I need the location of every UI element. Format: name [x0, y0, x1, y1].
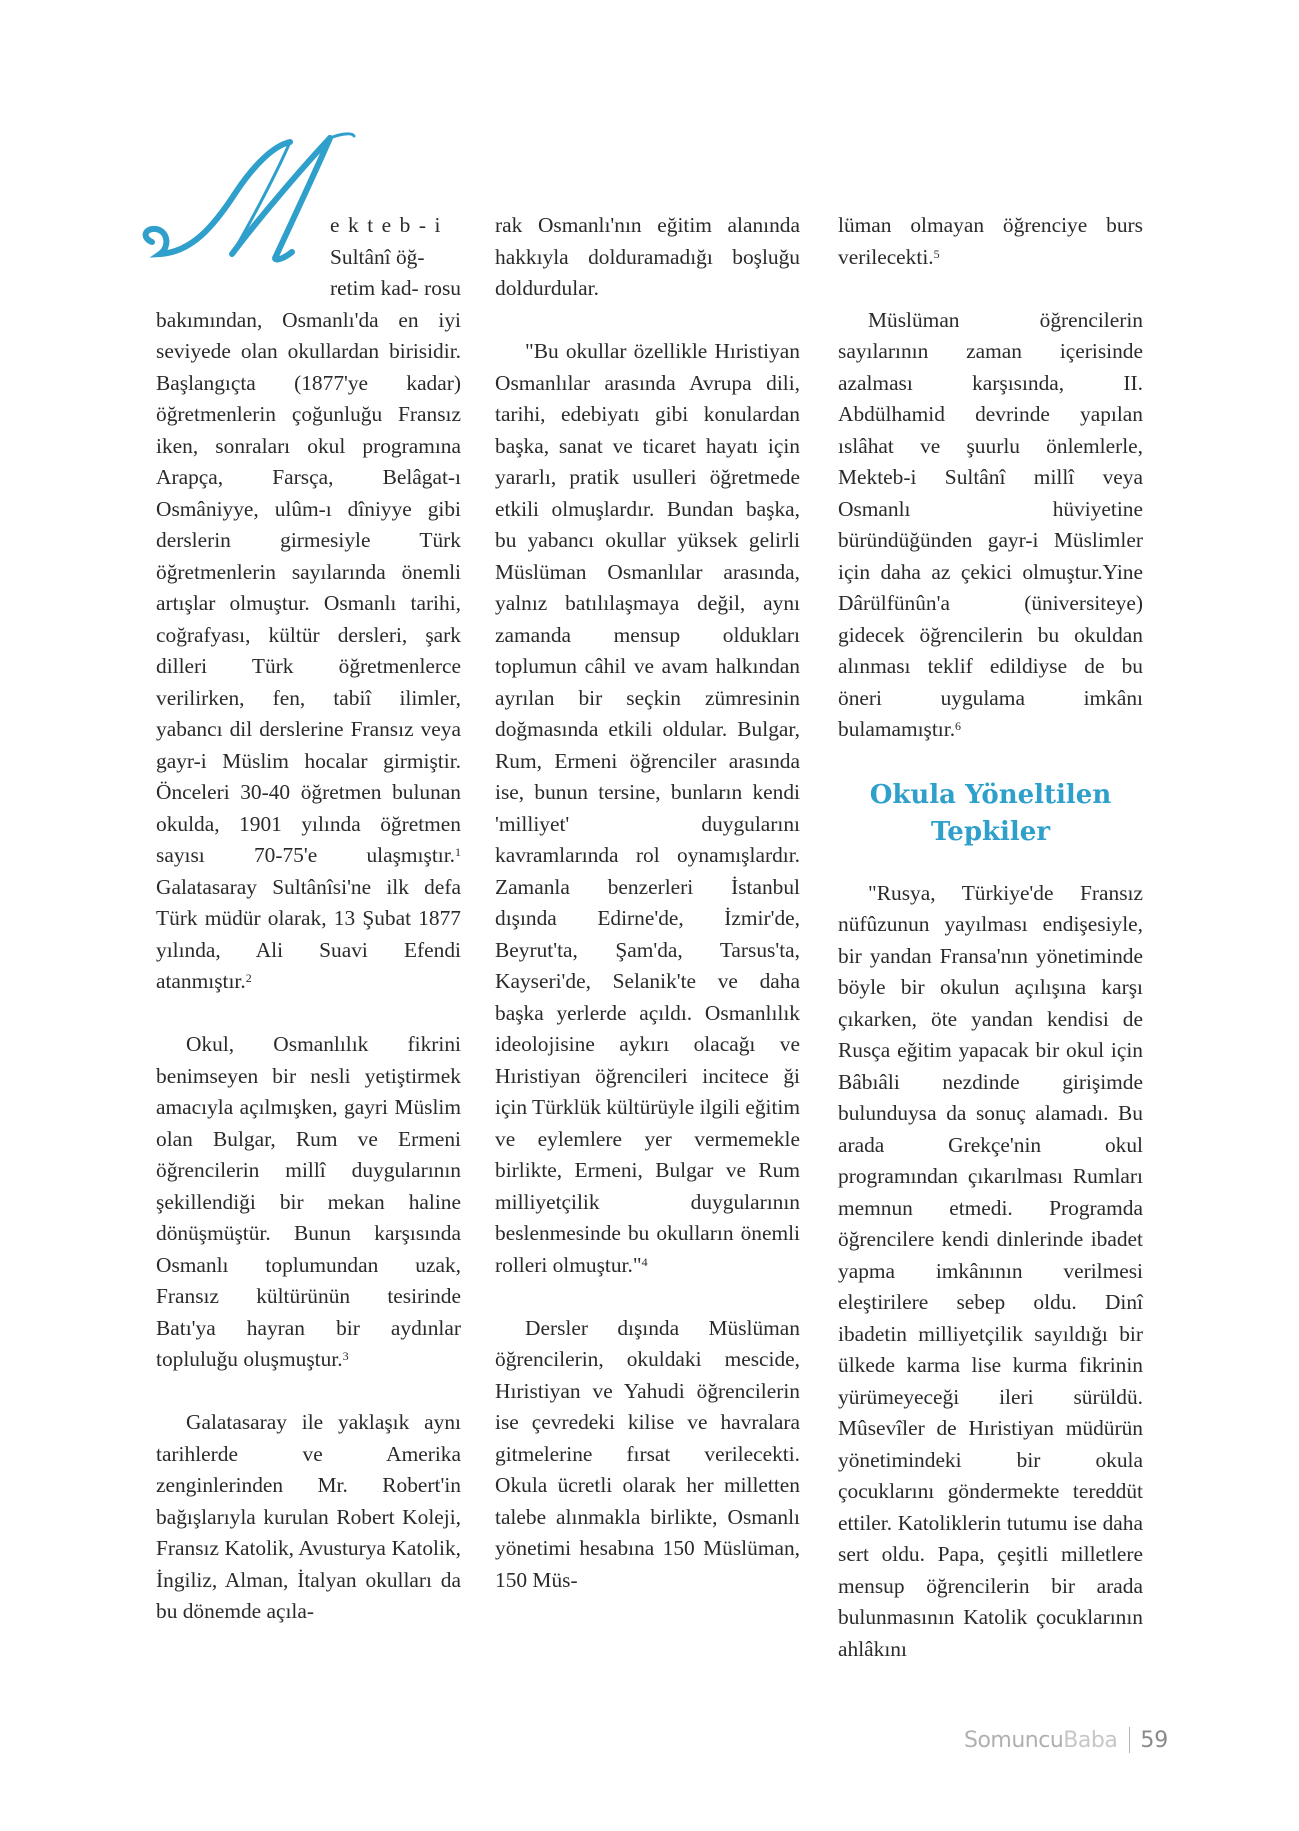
- footnote-ref-6: 6: [955, 719, 962, 733]
- col1-paragraph-1-tail: Galatasaray Sultânîsi'ne ilk defa Türk müdür olarak, 13 Şubat 1877 yılında, Ali Suavi Efendi atanmıştır.: [156, 874, 461, 993]
- footnote-ref-3: 3: [342, 1349, 349, 1363]
- col1-paragraph-3: Galatasaray ile yaklaşık aynı tarihlerde ve Amerika zenginlerinden Mr. Robert'in bağışlarıyla kurulan Robert Koleji, Fransız Katolik, Avusturya Katolik, İngiliz, Alman, İtalyan okulları da bu dönemde açıla-: [156, 1410, 461, 1623]
- section-heading: [838, 777, 1143, 851]
- col1-line-2: Sultânî öğ-: [330, 244, 425, 269]
- footnote-ref-2: 2: [245, 971, 252, 985]
- col1-line-1: ekteb-i: [330, 213, 449, 237]
- column-3: [838, 210, 1143, 1665]
- col3-paragraph-1: lüman olmayan öğrenciye burs verilecekti.: [838, 213, 1143, 269]
- magazine-logo: [964, 1728, 1117, 1753]
- footer-divider: [1129, 1727, 1130, 1753]
- footnote-ref-5: 5: [933, 246, 940, 261]
- col2-paragraph-3: Dersler dışında Müslüman öğrencilerin, okuldaki mescide, Hıristiyan ve Yahudi öğrencilerin ise çevredeki kilise ve havralara gitmelerine fırsat verilecekti. Okula ücretli olarak her milletten talebe alınmakla birlikte, Osmanlı yönetimi hesabına 150 Müslüman, 150 Müs-: [495, 1315, 800, 1592]
- col2-paragraph-1: rak Osmanlı'nın eğitim alanında hakkıyla dolduramadığı boşluğu doldurdular.: [495, 213, 800, 300]
- column-1: [156, 210, 461, 1628]
- col1-paragraph-1: rosu bakımından, Osmanlı'da en iyi seviyede olan okullardan birisidir. Başlangıçta (1877'ye kadar) öğretmenlerin çoğunluğu Fransız iken, sonraları okul programına Arapça, Farsça, Belâgat-ı Osmâniyye, ulûm-ı dîniyye gibi derslerin girmesiyle Türk öğretmenlerin sayılarında önemli artışlar olmuştur. Osmanlı tarihi, coğrafyası, kültür dersleri, şark dilleri Türk öğretmenlerce verilirken, fen, tabiî ilimler, yabancı dil derslerine Fransız veya gayr-i Müslim hocalar girmiştir. Önceleri 30-40 öğretmen bulunan okulda, 1901 yılında öğretmen sayısı 70-75'e ulaşmıştır.: [156, 276, 461, 867]
- logo-part-1: Somuncu: [964, 1727, 1064, 1753]
- footnote-ref-4: 4: [641, 1254, 648, 1269]
- column-2: [495, 210, 800, 1596]
- col3-paragraph-3: "Rusya, Türkiye'de Fransız nüfûzunun yayılması endişesiyle, bir yandan Fransa'nın yönetiminde böyle bir okulun açılışına karşı çıkarken, öte yandan kendisi de Rusça eğitim yapacak bir okul için Bâbıâli nezdinde girişimde bulunduysa da sonuç alamadı. Bu arada Grekçe'nin okul programından çıkarılması Rumları memnun etmedi. Programda öğrencilere kendi dinlerinde ibadet yapma imkânının verilmesi eleştirilere sebep oldu. Dinî ibadetin milliyetçilik sayıldığı bir ülkede karma lise kurma fikrinin yürümeyeceği ileri sürüldü. Mûsevîler de Hıristiyan müdürün yönetimindeki bir okula çocuklarını göndermekte tereddüt ettiler. Katoliklerin tutumu ise daha sert oldu. Papa, çeşitli milletlere mensup öğrencilerin bir arada bulunmasının Katolik çocuklarının ahlâkını: [838, 880, 1143, 1661]
- col3-paragraph-2: Müslüman öğrencilerin sayılarının zaman içerisinde azalması karşısında, II. Abdülhamid devrinde yapılan ıslâhat ve şuurlu önlemlerle, Mekteb-i Sultânî millî veya Osmanlı hüviyetine büründüğünden gayr-i Müslimler için daha az çekici olmuştur.Yine Dârülfünûn'a (üniversiteye) gidecek öğrencilerin bu okuldan alınması teklif edildiyse de bu öneri uygulama imkânı bulamamıştır.: [838, 307, 1143, 741]
- logo-part-2: Baba: [1063, 1727, 1118, 1753]
- col1-line-3: retim kad-: [330, 276, 419, 300]
- page-footer: [964, 1720, 1168, 1760]
- col1-paragraph-2: Okul, Osmanlılık fikrini benimseyen bir nesli yetiştirmek amacıyla açılmışken, gayri Müslim olan Bulgar, Rum ve Ermeni öğrencilerin millî duygularının şekillendiği bir mekan haline dönüşmüştür. Bunun karşısında Osmanlı toplumundan uzak, Fransız kültürünün tesirinde Batı'ya hayran bir aydınlar topluluğu oluşmuştur.: [156, 1032, 461, 1371]
- section-heading-line-1: Okula Yöneltilen: [869, 779, 1112, 810]
- footnote-ref-1: 1: [455, 845, 461, 859]
- col2-paragraph-2: "Bu okullar özellikle Hıristiyan Osmanlılar arasında Avrupa dili, tarihi, edebiyatı gibi konulardan başka, sanat ve ticaret hayatı için yararlı, pratik usulleri öğretmede etkili olmuşlardır. Bundan başka, bu yabancı okullar yüksek gelirli Müslüman Osmanlılar arasında, yalnız batılılaşmaya değil, aynı zamanda mensup oldukları toplumun câhil ve avam halkından ayrılan bir seçkin zümresinin doğmasında etkili oldular. Bulgar, Rum, Ermeni öğrenciler arasında ise, bunun tersine, bunların kendi 'milliyet' duygularını kavramlarında rol oynamışlardır. Zamanla benzerleri İstanbul dışında Edirne'de, İzmir'de, Beyrut'ta, Şam'da, Tarsus'ta, Kayseri'de, Selanik'te ve daha başka yerlerde açıldı. Osmanlılık ideolojisine aykırı olacağı ve Hıristiyan öğrencileri incitece ği için Türklük kültürüyle ilgili eğitim ve eylemlere yer vermemekle birlikte, Ermeni, Bulgar ve Rum milliyetçilik duygularının beslenmesinde bu okulların önemli rolleri olmuştur.": [495, 339, 800, 1277]
- dropcap-text: M: [140, 130, 141, 131]
- page-number: 59: [1140, 1727, 1169, 1753]
- section-heading-line-2: Tepkiler: [930, 816, 1051, 847]
